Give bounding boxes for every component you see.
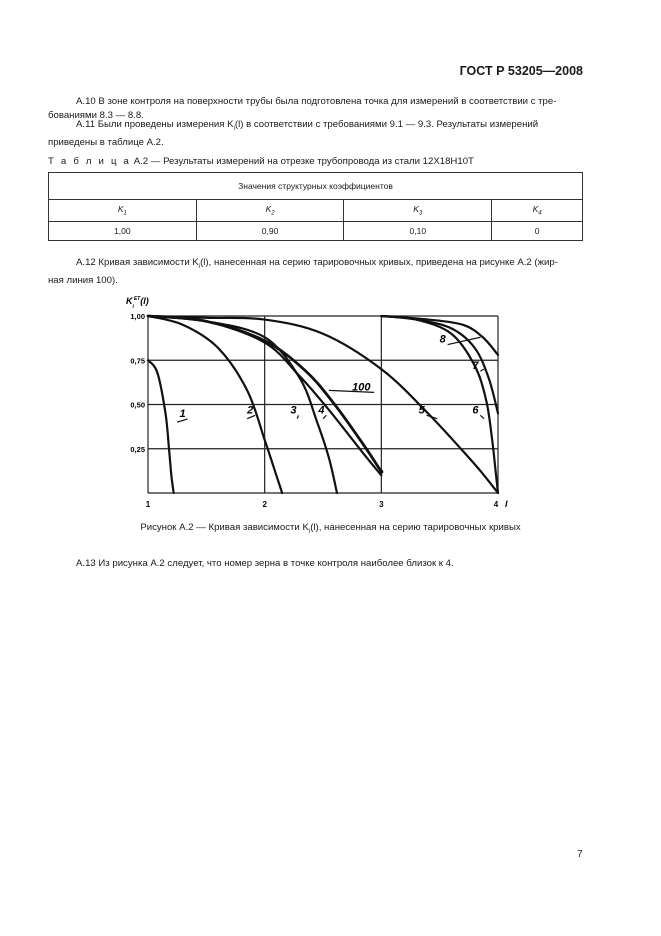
label-leader-3 xyxy=(297,415,298,418)
y-tick-label: 0,50 xyxy=(130,400,145,410)
paragraph-a13-text: А.13 Из рисунка А.2 следует, что номер зерна в точке контроля наиболее близок к 4. xyxy=(76,558,454,569)
label-leader-7 xyxy=(480,369,484,371)
page-number: 7 xyxy=(577,849,583,860)
paragraph-a12-line2: ная линия 100). xyxy=(48,274,118,286)
table-value-k4: 0 xyxy=(492,222,583,241)
y-tick-label: 0,25 xyxy=(130,444,145,454)
table-header-cell: Значения структурных коэффициентов xyxy=(49,173,583,200)
table-caption-text: А.2 — Результаты измерений на отрезке трубопровода из стали 12Х18Н10Т xyxy=(131,156,474,167)
curve-label-6: 6 xyxy=(472,404,479,417)
table-value-k2: 0,90 xyxy=(196,222,344,241)
figure-caption xyxy=(0,522,661,535)
chart-labels xyxy=(130,312,498,509)
column-k2-sub: 2 xyxy=(271,210,275,217)
paragraph-a11-sub: i xyxy=(233,125,235,132)
paragraph-a12-text2: (l), нанесенная на серию тарировочных кривых, приведена на рисунке А.2 (жир- xyxy=(200,257,558,268)
column-k4-sub: 4 xyxy=(538,210,542,217)
x-tick-label: 2 xyxy=(262,500,267,509)
curve-label-100: 100 xyxy=(352,381,371,394)
paragraph-a12-text1: А.12 Кривая зависимости K xyxy=(76,257,199,268)
y-axis-label xyxy=(126,296,149,310)
column-k3-name: K xyxy=(413,204,419,215)
column-k2-name: K xyxy=(265,204,272,215)
curve-label-5: 5 xyxy=(418,404,425,417)
x-axis-label: l xyxy=(505,499,508,509)
curve-7 xyxy=(381,316,498,413)
y-tick-label: 0,75 xyxy=(130,356,145,366)
y-tick-label: 1,00 xyxy=(130,312,145,321)
document-code: ГОСТ Р 53205—2008 xyxy=(459,64,583,78)
paragraph-a10-line2: бованиями 8.3 — 8.8. xyxy=(48,110,144,121)
label-leader-6 xyxy=(480,415,484,418)
paragraph-a11-text2: (l) в соответствии с требованиями 9.1 — 9.3. Результаты измерений xyxy=(234,119,539,130)
y-axis-label-sup: ET xyxy=(133,296,141,302)
curve-label-7: 7 xyxy=(472,360,479,373)
column-k4-name: K xyxy=(532,204,539,215)
column-k1-sub: 1 xyxy=(123,210,127,217)
x-tick-label: 3 xyxy=(379,500,384,509)
figure-caption-text: (l), нанесенная на серию тарировочных кривых xyxy=(310,522,521,533)
paragraph-a11-line2: приведены в таблице А.2. xyxy=(48,136,164,148)
curve-1 xyxy=(148,360,174,493)
paragraph-a13-line1 xyxy=(48,557,582,571)
curve-label-1: 1 xyxy=(179,407,186,420)
figure-caption-sub: i xyxy=(308,528,311,535)
column-k3-sub: 3 xyxy=(418,210,423,217)
paragraph-a13 xyxy=(48,557,582,571)
curve-label-8: 8 xyxy=(439,333,446,346)
y-axis-label-main: K xyxy=(126,296,133,306)
column-k1-name: K xyxy=(117,204,124,215)
curve-label-2: 2 xyxy=(247,404,254,417)
table-value-k1: 1,00 xyxy=(49,222,197,241)
curve-label-4: 4 xyxy=(318,404,325,417)
y-axis-label-arg: (l) xyxy=(140,296,149,306)
paragraph-a10-text1: А.10 В зоне контроля на поверхности трубы была подготовлена точка для измерений в соответствии с тре- xyxy=(76,96,557,107)
table-value-k3: 0,10 xyxy=(344,222,492,241)
paragraph-a11-text1: А.11 Были проведены измерения K xyxy=(76,119,234,130)
label-leader-8 xyxy=(448,337,481,344)
x-tick-label: 1 xyxy=(145,500,151,509)
table-caption-prefix: Т а б л и ц а xyxy=(48,156,132,167)
curve-label-3: 3 xyxy=(290,404,297,417)
x-tick-label: 4 xyxy=(493,500,499,509)
curve-100-end-marker xyxy=(379,470,383,474)
paragraph-a12-sub: i xyxy=(198,263,201,270)
y-axis-label-sub: i xyxy=(132,304,134,310)
figure-caption-prefix: Рисунок А.2 — Кривая зависимости K xyxy=(140,522,309,533)
